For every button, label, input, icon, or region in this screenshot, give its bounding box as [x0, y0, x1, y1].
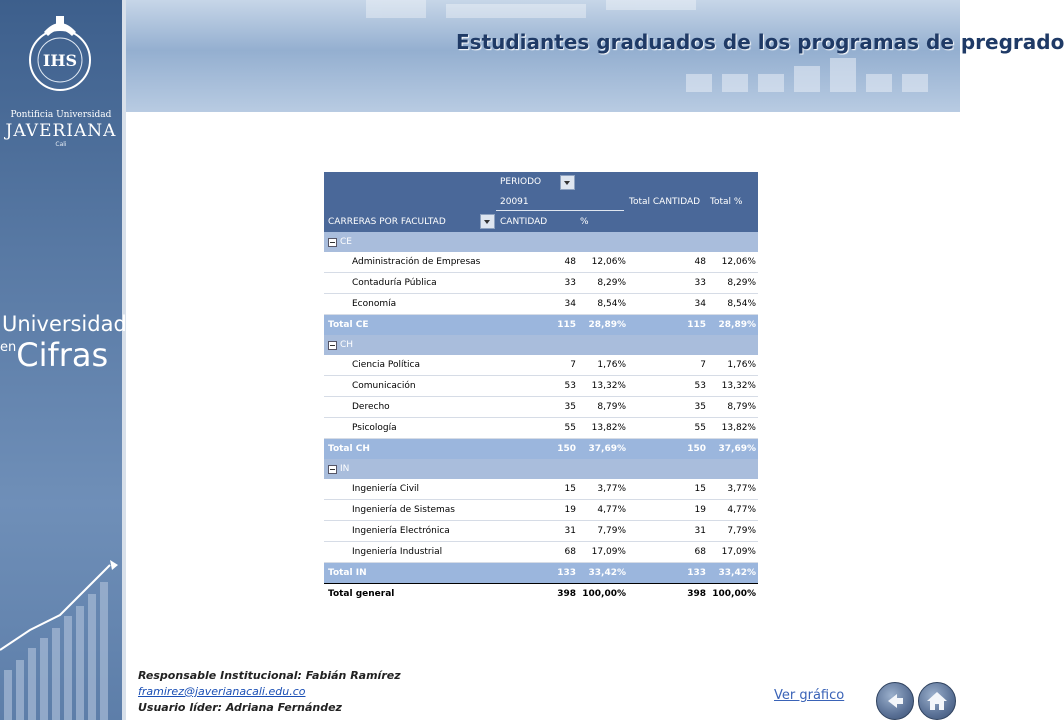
col-cantidad: CANTIDAD [500, 217, 548, 227]
responsable-text: Responsable Institucional: Fabián Ramírez [138, 669, 401, 682]
subtotal-row [324, 439, 758, 459]
row-name: Economía [352, 299, 397, 309]
pct-cell: 13,32% [591, 381, 626, 391]
row-name: Administración de Empresas [352, 257, 481, 267]
table-row [324, 542, 758, 563]
group-row[interactable] [324, 335, 758, 355]
sidebar [0, 0, 126, 720]
collapse-icon[interactable] [328, 238, 337, 247]
total-pct-cell: 33,42% [718, 568, 756, 578]
row-name: Ingeniería Electrónica [352, 526, 450, 536]
logo-line2: JAVERIANA [5, 121, 117, 141]
cantidad-cell: 115 [557, 320, 576, 330]
total-cantidad-cell: 133 [687, 568, 706, 578]
page-title: Estudiantes graduados de los programas de pregrado [456, 30, 1064, 54]
header-decoration [126, 0, 960, 112]
subtotal-row [324, 315, 758, 335]
table-row [324, 500, 758, 521]
col-total-pct: Total % [710, 197, 743, 207]
cantidad-cell: 35 [564, 402, 576, 412]
total-pct-cell: 13,82% [721, 423, 756, 433]
total-pct-cell: 4,77% [727, 505, 756, 515]
total-pct-cell: 37,69% [718, 444, 756, 454]
pivot-body [324, 232, 758, 604]
rows-filter-dropdown[interactable] [480, 214, 495, 229]
pct-cell: 7,79% [597, 526, 626, 536]
pct-cell: 33,42% [588, 568, 626, 578]
cantidad-cell: 34 [564, 299, 576, 309]
total-cantidad-cell: 53 [694, 381, 706, 391]
total-pct-cell: 8,54% [727, 299, 756, 309]
total-pct-cell: 7,79% [727, 526, 756, 536]
group-row[interactable] [324, 459, 758, 479]
pivot-table [324, 172, 758, 604]
growth-chart-decoration [0, 520, 122, 720]
col-total-cantidad: Total CANTIDAD [629, 197, 701, 207]
row-name: Contaduría Pública [352, 278, 437, 288]
email-link[interactable]: framirez@javerianacali.edu.co [138, 685, 306, 698]
home-button[interactable] [918, 682, 956, 720]
row-name: Ciencia Política [352, 360, 420, 370]
cantidad-cell: 33 [564, 278, 576, 288]
periodo-label: PERIODO [500, 177, 542, 187]
total-cantidad-cell: 34 [694, 299, 706, 309]
lider-text: Usuario líder: Adriana Fernández [138, 701, 342, 714]
row-name: Derecho [352, 402, 390, 412]
cantidad-cell: 31 [564, 526, 576, 536]
group-label: CH [340, 340, 354, 350]
cantidad-cell: 398 [557, 589, 576, 599]
pct-cell: 12,06% [591, 257, 626, 267]
rows-label: CARRERAS POR FACULTAD [328, 217, 446, 227]
footer [138, 668, 401, 716]
table-row [324, 418, 758, 439]
home-icon [919, 683, 955, 719]
logo-line3: Cali [55, 141, 67, 148]
logo-line1: Pontificia Universidad [10, 110, 112, 120]
collapse-icon[interactable] [328, 465, 337, 474]
back-arrow-icon [877, 683, 913, 719]
pct-cell: 13,82% [591, 423, 626, 433]
header-banner [126, 0, 1064, 112]
cantidad-cell: 7 [570, 360, 576, 370]
total-cantidad-cell: 55 [694, 423, 706, 433]
cantidad-cell: 15 [564, 484, 576, 494]
cantidad-cell: 19 [564, 505, 576, 515]
collapse-icon[interactable] [328, 341, 337, 350]
svg-text:IHS: IHS [42, 51, 78, 70]
row-name: Total CH [328, 444, 370, 454]
row-name: Total IN [328, 568, 367, 578]
pct-cell: 8,54% [597, 299, 626, 309]
cantidad-cell: 133 [557, 568, 576, 578]
table-row [324, 397, 758, 418]
total-pct-cell: 1,76% [727, 360, 756, 370]
brand-universidad: Universidad [2, 312, 127, 336]
cantidad-cell: 53 [564, 381, 576, 391]
row-name: Psicología [352, 423, 397, 433]
back-button[interactable] [876, 682, 914, 720]
group-row[interactable] [324, 232, 758, 252]
table-row [324, 376, 758, 397]
pivot-header [324, 172, 758, 232]
table-row [324, 294, 758, 315]
total-pct-cell: 8,29% [727, 278, 756, 288]
total-cantidad-cell: 33 [694, 278, 706, 288]
brand-en-cifras [0, 336, 108, 374]
cantidad-cell: 48 [564, 257, 576, 267]
row-name: Total general [328, 589, 395, 599]
total-pct-cell: 12,06% [721, 257, 756, 267]
periodo-filter-dropdown[interactable] [560, 175, 575, 190]
total-cantidad-cell: 398 [687, 589, 706, 599]
total-cantidad-cell: 150 [687, 444, 706, 454]
pct-cell: 3,77% [597, 484, 626, 494]
row-name: Comunicación [352, 381, 416, 391]
total-cantidad-cell: 48 [694, 257, 706, 267]
total-pct-cell: 28,89% [718, 320, 756, 330]
row-name: Total CE [328, 320, 369, 330]
pct-cell: 4,77% [597, 505, 626, 515]
cantidad-cell: 150 [557, 444, 576, 454]
total-cantidad-cell: 31 [694, 526, 706, 536]
table-row [324, 521, 758, 542]
row-name: Ingeniería Industrial [352, 547, 443, 557]
total-cantidad-cell: 35 [694, 402, 706, 412]
total-pct-cell: 13,32% [721, 381, 756, 391]
group-label: CE [340, 237, 352, 247]
ver-grafico-link[interactable]: Ver gráfico [774, 688, 845, 703]
total-cantidad-cell: 19 [694, 505, 706, 515]
total-cantidad-cell: 68 [694, 547, 706, 557]
row-name: Ingeniería de Sistemas [352, 505, 455, 515]
table-row [324, 252, 758, 273]
table-row [324, 355, 758, 376]
periodo-value: 20091 [500, 197, 529, 207]
university-seal-icon [14, 10, 106, 102]
total-cantidad-cell: 115 [687, 320, 706, 330]
total-pct-cell: 100,00% [712, 589, 756, 599]
table-row [324, 273, 758, 294]
col-pct: % [580, 217, 589, 227]
cantidad-cell: 55 [564, 423, 576, 433]
subtotal-row [324, 563, 758, 583]
total-pct-cell: 17,09% [721, 547, 756, 557]
pct-cell: 37,69% [588, 444, 626, 454]
group-label: IN [340, 464, 350, 474]
grand-total-row [324, 583, 758, 604]
pct-cell: 1,76% [597, 360, 626, 370]
total-cantidad-cell: 7 [700, 360, 706, 370]
pct-cell: 28,89% [588, 320, 626, 330]
total-cantidad-cell: 15 [694, 484, 706, 494]
cantidad-cell: 68 [564, 547, 576, 557]
table-row [324, 479, 758, 500]
pct-cell: 8,29% [597, 278, 626, 288]
row-name: Ingeniería Civil [352, 484, 420, 494]
pct-cell: 17,09% [591, 547, 626, 557]
total-pct-cell: 3,77% [727, 484, 756, 494]
brand-en: en [0, 340, 17, 355]
total-pct-cell: 8,79% [727, 402, 756, 412]
brand-cifras: Cifras [16, 336, 109, 374]
pct-cell: 100,00% [582, 589, 626, 599]
pct-cell: 8,79% [597, 402, 626, 412]
